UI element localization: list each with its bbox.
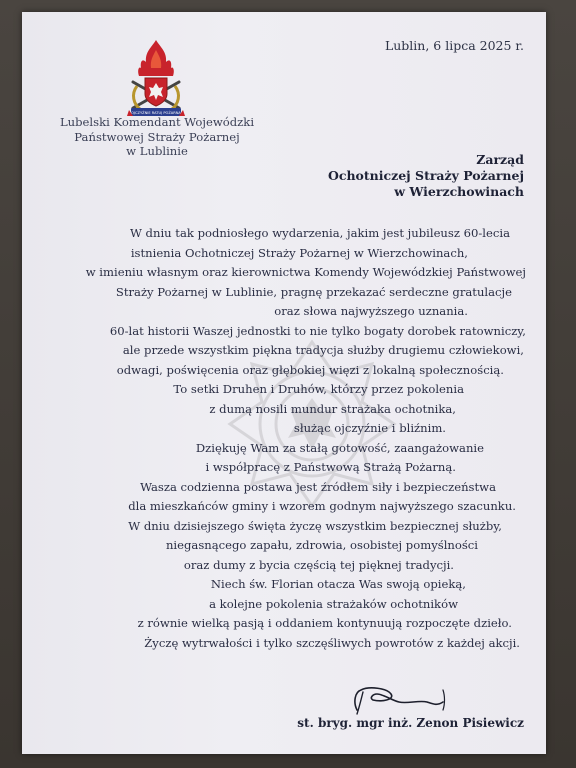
body-line: istnienia Ochotniczej Straży Pożarnej w Wierzchowinach, xyxy=(130,245,468,260)
body-line: z równie wielką pasją i oddaniem kontynuują rozpoczęte dzieło. xyxy=(137,616,512,630)
body-line: służąc ojczyźnie i bliźnim. xyxy=(293,421,446,435)
body-line: niegasnącego zapału, zdrowia, osobistej pomyślności xyxy=(165,538,478,552)
body-line: W dniu tak podniosłego wydarzenia, jakim jest jubileusz 60-lecia xyxy=(129,226,510,240)
body-line: oraz słowa najwyższego uznania. xyxy=(274,304,468,318)
letter-date: Lublin, 6 lipca 2025 r. xyxy=(384,38,524,53)
body-line: W dniu dzisiejszego święta życzę wszystkim bezpiecznej służby, xyxy=(128,518,502,533)
body-line: odwagi, poświęcenia oraz głębokiej więzi z lokalną społecznością. xyxy=(116,362,504,377)
recipient-line: Ochotniczej Straży Pożarnej xyxy=(327,168,524,183)
sender-line: Państwowej Straży Pożarnej xyxy=(74,129,240,144)
body-line: oraz dumy z bycia częścią tej pięknej tradycji. xyxy=(183,557,454,572)
body-line: Wasza codzienna postawa jest źródłem siły i bezpieczeństwa xyxy=(140,479,496,494)
fire-service-emblem-icon xyxy=(125,38,187,122)
body-line: a kolejne pokolenia strażaków ochotników xyxy=(209,596,458,611)
letter-body xyxy=(52,224,526,653)
recipient-line: Zarząd xyxy=(476,152,524,167)
body-line: Straży Pożarnej w Lublinie, pragnę przekazać serdeczne gratulacje xyxy=(115,284,512,299)
body-line: i współpracę z Państwową Strażą Pożarną. xyxy=(205,460,456,474)
sender-line: Lubelski Komendant Wojewódzki xyxy=(59,115,255,129)
body-line: dla mieszkańców gminy i wzorem godnym najwyższego szacunku. xyxy=(128,499,516,513)
body-line: To setki Druhen i Druhów, którzy przez pokolenia xyxy=(173,382,464,396)
letter-page xyxy=(22,12,546,754)
recipient-block xyxy=(328,152,524,200)
body-line: Niech św. Florian otacza Was swoją opieką, xyxy=(210,577,466,591)
body-line: w imieniu własnym oraz kierownictwa Komendy Wojewódzkiej Państwowej xyxy=(85,265,526,279)
signer-name: st. bryg. mgr inż. Zenon Pisiewicz xyxy=(297,716,524,730)
body-line: z dumą nosili mundur strażaka ochotnika, xyxy=(209,401,456,416)
body-line: Dziękuję Wam za stałą gotowość, zaangażowanie xyxy=(195,440,484,455)
svg-text:OJCZYŹNIE RATUJ POŻARNA: OJCZYŹNIE RATUJ POŻARNA xyxy=(131,111,181,115)
body-line: 60-lat historii Waszej jednostki to nie tylko bogaty dorobek ratowniczy, xyxy=(109,323,526,338)
sender-block xyxy=(52,115,262,159)
sender-line: w Lublinie xyxy=(126,144,188,158)
handwritten-signature-icon xyxy=(347,680,457,718)
body-line: ale przede wszystkim piękna tradycja służby drugiemu człowiekowi, xyxy=(122,343,524,357)
body-line: Życzę wytrwałości i tylko szczęśliwych powrotów z każdej akcji. xyxy=(144,635,520,650)
recipient-line: w Wierzchowinach xyxy=(394,184,524,199)
